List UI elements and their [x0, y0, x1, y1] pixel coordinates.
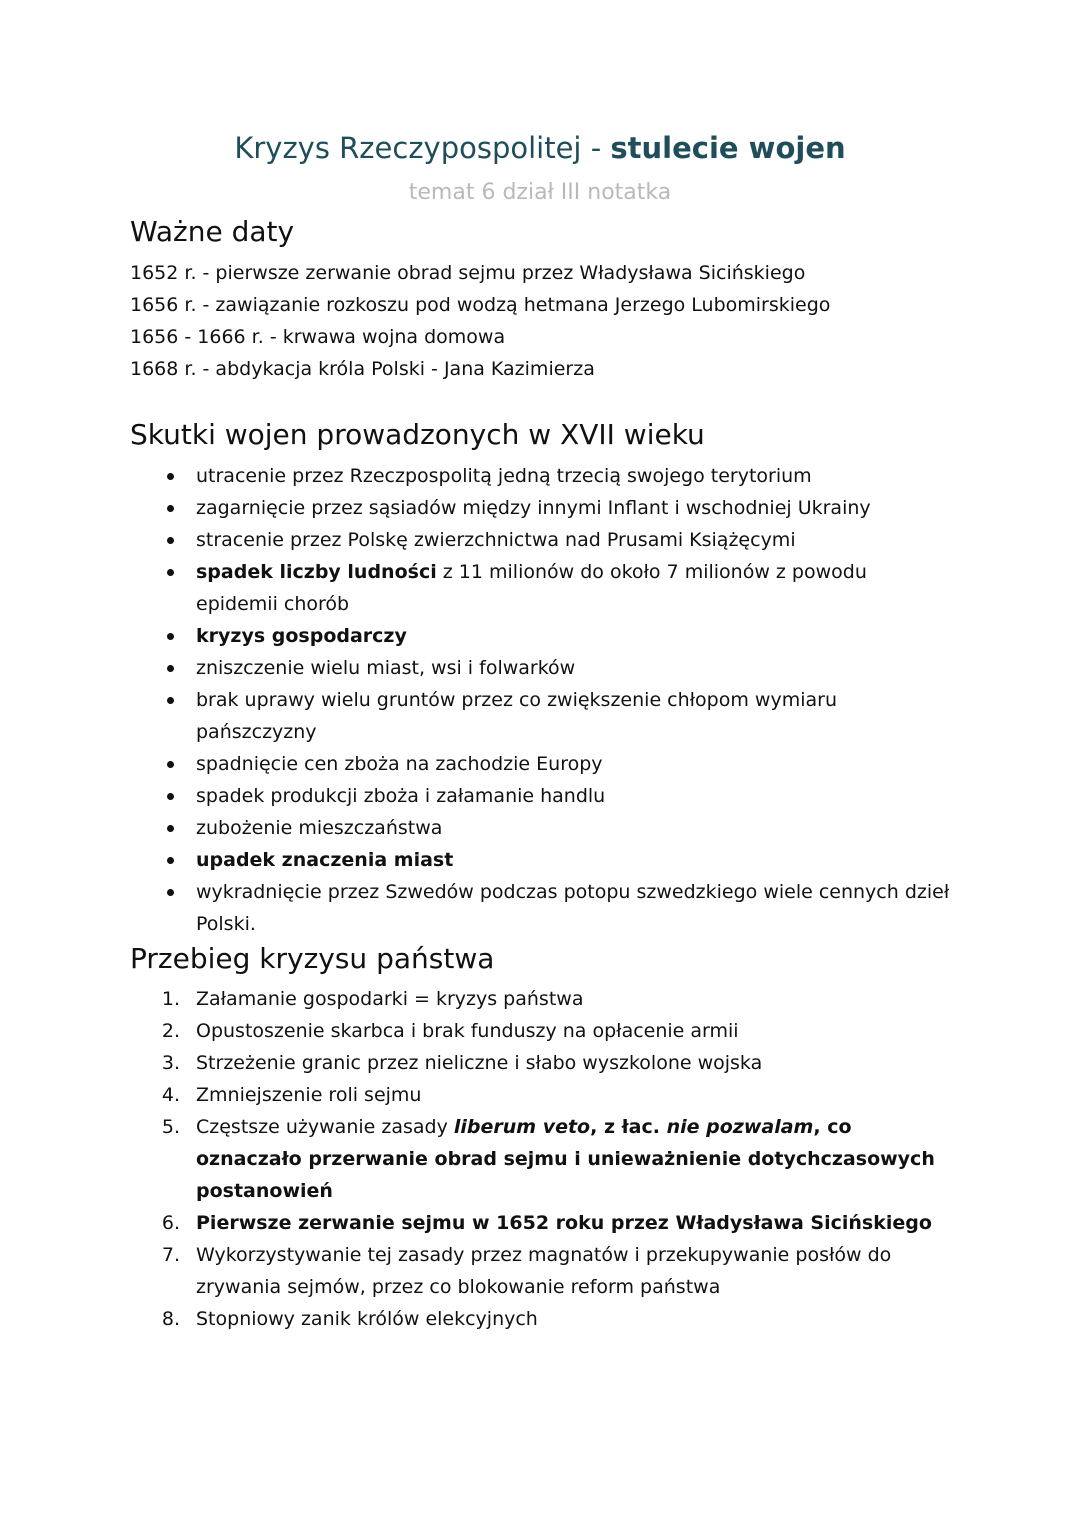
list-item: zubożenie mieszczaństwa — [130, 812, 950, 844]
list-item: 3. Strzeżenie granic przez nieliczne i słabo wyszkolone wojska — [161, 1052, 763, 1074]
course-list — [130, 983, 950, 1335]
list-item: 8. Stopniowy zanik królów elekcyjnych — [161, 1308, 538, 1330]
list-item: 6. Pierwsze zerwanie sejmu w 1652 roku przez Władysława Sicińskiego — [161, 1212, 932, 1234]
list-item: spadek produkcji zboża i załamanie handlu — [130, 780, 950, 812]
list-item: spadnięcie cen zboża na zachodzie Europy — [130, 748, 950, 780]
list-item: 7. Wykorzystywanie tej zasady przez magnatów i przekupywanie posłów do zrywania sejmów, przez co blokowanie reform państwa — [161, 1244, 892, 1298]
list-item: wykradnięcie przez Szwedów podczas potopu szwedzkiego wiele cennych dzieł Polski. — [130, 876, 950, 940]
page-title — [0, 131, 1080, 165]
dates-heading: Ważne daty — [130, 215, 295, 248]
course-heading: Przebieg kryzysu państwa — [130, 942, 495, 975]
list-item: utracenie przez Rzeczpospolitą jedną trzecią swojego terytorium — [130, 460, 950, 492]
list-item: zniszczenie wielu miast, wsi i folwarków — [130, 652, 950, 684]
title-part-2: stulecie wojen — [610, 131, 846, 165]
list-item: kryzys gospodarczy — [130, 620, 950, 652]
title-part-1: Kryzys Rzeczypospolitej - — [234, 131, 611, 165]
date-line-3: 1656 - 1666 r. - krwawa wojna domowa — [130, 326, 506, 348]
date-line-4: 1668 r. - abdykacja króla Polski - Jana Kazimierza — [130, 358, 595, 380]
list-item: 4. Zmniejszenie roli sejmu — [161, 1084, 422, 1106]
list-item: brak uprawy wielu gruntów przez co zwiększenie chłopom wymiaru pańszczyzny — [130, 684, 950, 748]
list-item: spadek liczby ludności z 11 milionów do około 7 milionów z powodu epidemii chorób — [130, 556, 950, 620]
effects-list — [130, 460, 950, 940]
page-subtitle: temat 6 dział III notatka — [408, 180, 672, 205]
list-item: 1. Załamanie gospodarki = kryzys państwa — [161, 988, 584, 1010]
effects-heading: Skutki wojen prowadzonych w XVII wieku — [130, 418, 705, 451]
list-item: 5. Częstsze używanie zasady liberum veto, z łac. nie pozwalam, co oznaczało przerwanie obrad sejmu i unieważnienie dotychczasowych postanowień — [161, 1116, 935, 1202]
list-item: stracenie przez Polskę zwierzchnictwa nad Prusami Książęcymi — [130, 524, 950, 556]
date-line-1: 1652 r. - pierwsze zerwanie obrad sejmu przez Władysława Sicińskiego — [130, 262, 806, 284]
list-item: zagarnięcie przez sąsiadów między innymi Inflant i wschodniej Ukrainy — [130, 492, 950, 524]
list-item: upadek znaczenia miast — [130, 844, 950, 876]
date-line-2: 1656 r. - zawiązanie rozkoszu pod wodzą hetmana Jerzego Lubomirskiego — [130, 294, 831, 316]
list-item: 2. Opustoszenie skarbca i brak funduszy na opłacenie armii — [161, 1020, 739, 1042]
